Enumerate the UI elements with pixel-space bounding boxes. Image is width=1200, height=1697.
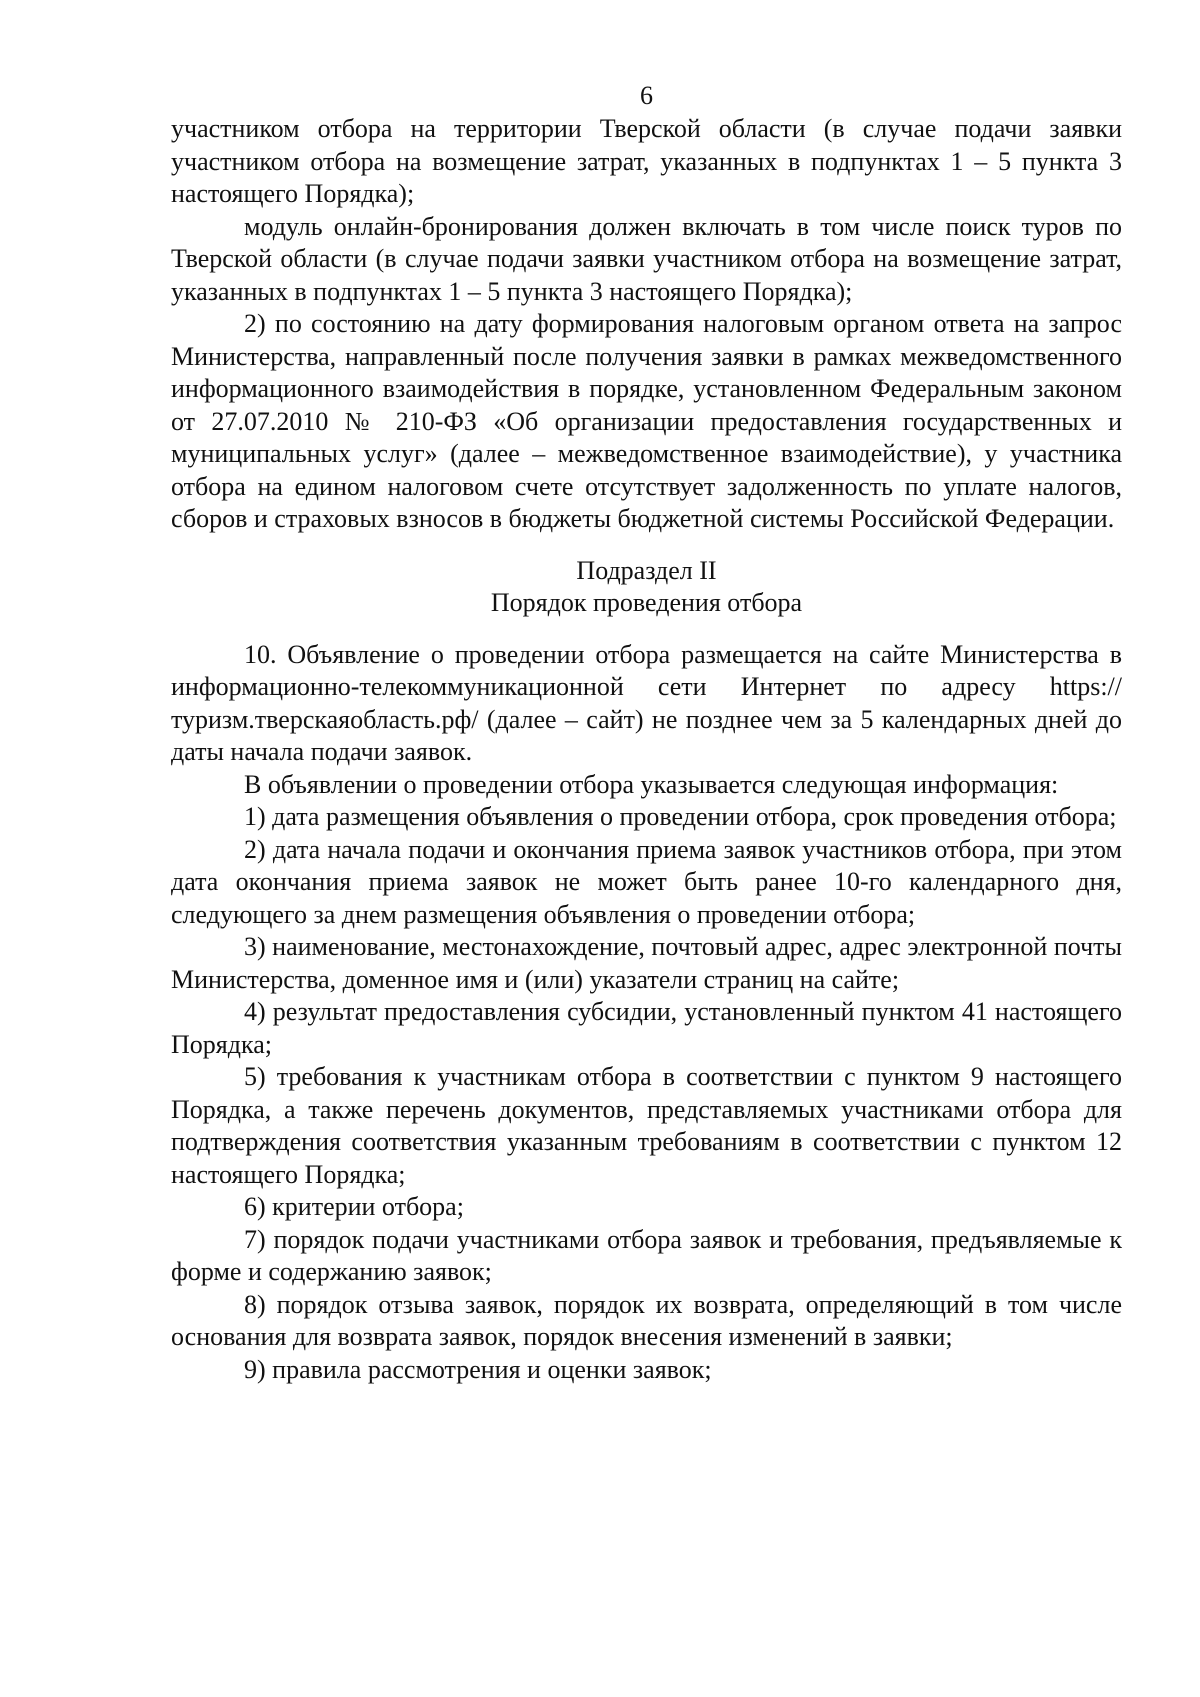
list-item: 3) наименование, местонахождение, почтовый адрес, адрес электронной почты Министерства, доменное имя и (или) указатели страниц на сайте; (171, 932, 1122, 994)
list-item: 4) результат предоставления субсидии, установленный пунктом 41 настоящего Порядка; (171, 997, 1122, 1059)
paragraph: 10. Объявление о проведении отбора размещается на сайте Министерства в информационно-телекоммуникационной сети Интернет по адресу https://туризм.тверскаяобласть.рф/ (далее – сайт) не позднее чем за 5 календарных дней до даты начала подачи заявок. (171, 639, 1122, 766)
list-item: 7) порядок подачи участниками отбора заявок и требования, предъявляемые к форме и содержанию заявок; (171, 1224, 1122, 1286)
paragraph: В объявлении о проведении отбора указывается следующая информация: (244, 769, 1059, 799)
subsection-title: Порядок проведения отбора (490, 588, 803, 617)
list-item: 6) критерии отбора; (244, 1192, 464, 1221)
subsection-number: Подраздел II (576, 555, 717, 585)
list-item: 5) требования к участникам отбора в соответствии с пунктом 9 настоящего Порядка, а также перечень документов, представляемых участниками отбора для подтверждения соответствия указанным требованиям в соответствии с пунктом 12 настоящего Порядка; (171, 1062, 1122, 1189)
paragraph: 2) по состоянию на дату формирования налоговым органом ответа на запрос Министерства, направленный после получения заявки в рамках межведомственного информационного взаимодействия в порядке, установленном Федеральным законом от 27.07.2010 № 210-ФЗ «Об организации предоставления государственных и муниципальных услуг» (далее – межведомственное взаимодействие), у участника отбора на едином налоговом счете отсутствует задолженность по уплате налогов, сборов и страховых взносов в бюджеты бюджетной системы Российской Федерации. (171, 309, 1122, 533)
list-item: 8) порядок отзыва заявок, порядок их возврата, определяющий в том числе основания для возврата заявок, порядок внесения изменений в заявки; (171, 1289, 1122, 1351)
paragraph: модуль онлайн-бронирования должен включать в том числе поиск туров по Тверской области (в случае подачи заявки участником отбора на возмещение затрат, указанных в подпунктах 1 – 5 пункта 3 настоящего Порядка); (171, 211, 1122, 306)
list-item: 1) дата размещения объявления о проведении отбора, срок проведения отбора; (244, 802, 1117, 831)
list-item: 2) дата начала подачи и окончания приема заявок участников отбора, при этом дата окончания приема заявок не может быть ранее 10-го календарного дня, следующего за днем размещения объявления о проведении отбора; (171, 834, 1122, 929)
page-number: 6 (640, 81, 653, 110)
list-item: 9) правила рассмотрения и оценки заявок; (244, 1354, 712, 1384)
document-page (171, 80, 1122, 1386)
paragraph: участником отбора на территории Тверской области (в случае подачи заявки участником отбора на возмещение затрат, указанных в подпунктах 1 – 5 пункта 3 настоящего Порядка); (171, 114, 1122, 208)
subsection-heading (171, 555, 1122, 620)
